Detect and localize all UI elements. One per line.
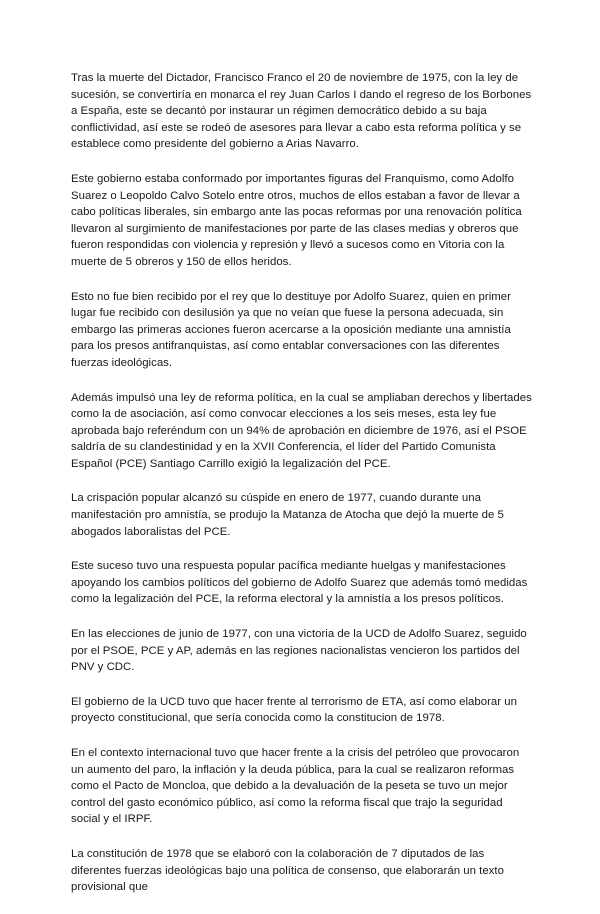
paragraph-franco-death: Tras la muerte del Dictador, Francisco Franco el 20 de noviembre de 1975, con la ley de sucesión, se convertiría en monarca el rey Juan Carlos I dando el regreso de los Borbones a España, este se decantó por instaurar un régimen democrático debido a su baja conflictividad, así este se rodeó de asesores para llevar a cabo esta reforma política y se establece como presidente del gobierno a Arias Navarro. bbox=[71, 72, 532, 151]
paragraph-constitution-1978: La constitución de 1978 que se elaboró con la colaboración de 7 diputados de las diferentes fuerzas ideológicas bajo una política de consenso, que elaborarán un texto provisional que bbox=[71, 847, 504, 894]
paragraph-oil-crisis: En el contexto internacional tuvo que hacer frente a la crisis del petróleo que provocaron un aumento del paro, la inflación y la deuda pública, para la cual se realizaron reformas como el Pacto de Moncloa, que debido a la devaluación de la peseta se tuvo un mejor control del gasto económico público, así como la reforma fiscal que trajo la seguridad social y el IRPF. bbox=[71, 747, 520, 826]
paragraph-ucd-government: El gobierno de la UCD tuvo que hacer frente al terrorismo de ETA, así como elaborar un proyecto constitucional, que sería conocida como la constitucion de 1978. bbox=[71, 695, 517, 725]
paragraph-popular-response: Este suceso tuvo una respuesta popular pacífica mediante huelgas y manifestaciones apoyando los cambios políticos del gobierno de Adolfo Suarez que además tomó medidas como la legalización del PCE, la reforma electoral y la amnistía a los presos políticos. bbox=[71, 560, 528, 606]
document-body bbox=[71, 70, 533, 914]
paragraph-atocha-massacre: La crispación popular alcanzó su cúspide en enero de 1977, cuando durante una manifestación pro amnistía, se produjo la Matanza de Atocha que dejó la muerte de 5 abogados laboralistas del PCE. bbox=[71, 492, 504, 538]
paragraph-political-reform-law: Además impulsó una ley de reforma política, en la cual se ampliaban derechos y libertades como la de asociación, así como convocar elecciones a los seis meses, esta ley fue aprobada bajo referéndum con un 94% de aprobación en diciembre de 1976, así el PSOE saldría de su clandestinidad y en la XVII Conferencia, el líder del Partido Comunista Español (PCE) Santiago Carrillo exigió la legalización del PCE. bbox=[71, 391, 532, 470]
paragraph-1977-elections: En las elecciones de junio de 1977, con una victoria de la UCD de Adolfo Suarez, seguido por el PSOE, PCE y AP, además en las regiones nacionalistas vencieron los partidos del PNV y CDC. bbox=[71, 628, 527, 674]
paragraph-arias-government: Este gobierno estaba conformado por importantes figuras del Franquismo, como Adolfo Suarez o Leopoldo Calvo Sotelo entre otros, muchos de ellos estaban a favor de llevar a cabo políticas liberales, sin embargo ante las pocas reformas por una renovación política llevaron al surgimiento de manifestaciones por parte de las clases medias y obreros que fueron respondidas con violencia y represión y llevó a sucesos como en Vitoria con la muerte de 5 obreros y 150 de ellos heridos. bbox=[71, 172, 522, 268]
paragraph-suarez-appointment: Esto no fue bien recibido por el rey que lo destituye por Adolfo Suarez, quien en primer lugar fue recibido con desilusión ya que no veían que fuese la persona adecuada, sin embargo las primeras acciones fueron acercarse a la oposición mediante una amnistía para los presos antifranquistas, así como entablar conversaciones con las diferentes fuerzas ideológicas. bbox=[71, 290, 511, 369]
